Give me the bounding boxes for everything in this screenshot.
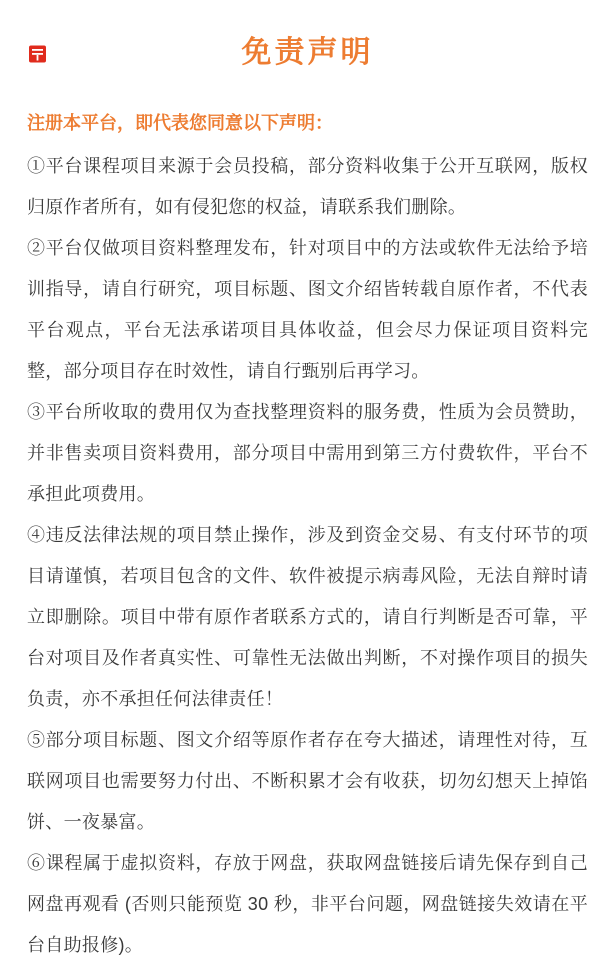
disclaimer-item-2: ②平台仅做项目资料整理发布，针对项目中的方法或软件无法给予培训指导，请自行研究，项目标题、图文介绍皆转载自原作者，不代表平台观点，平台无法承诺项目具体收益，但会尽力保证项目资料完整，部分项目存在时效性，请自行甄别后再学习。 [27, 238, 588, 381]
disclaimer-list [27, 146, 588, 966]
disclaimer-item-4: ④违反法律法规的项目禁止操作，涉及到资金交易、有支付环节的项目请谨慎，若项目包含的文件、软件被提示病毒风险，无法自辩时请立即删除。项目中带有原作者联系方式的，请自行判断是否可靠，平台对项目及作者真实性、可靠性无法做出判断，不对操作项目的损失负责，亦不承担任何法律责任！ [27, 525, 588, 709]
page-title: 免责声明 [241, 36, 374, 69]
intro-statement: 注册本平台，即代表您同意以下声明： [27, 113, 333, 133]
red-seal-icon [28, 44, 47, 64]
disclaimer-item-5: ⑤部分项目标题、图文介绍等原作者存在夸大描述，请理性对待，互联网项目也需要努力付出、不断积累才会有收获，切勿幻想天上掉馅饼、一夜暴富。 [27, 730, 588, 832]
disclaimer-item-6: ⑥课程属于虚拟资料，存放于网盘，获取网盘链接后请先保存到自己网盘再观看 (否则只能预览 30 秒，非平台问题，网盘链接失效请在平台自助报修)。 [27, 853, 588, 955]
disclaimer-page [0, 36, 613, 955]
disclaimer-item-3: ③平台所收取的费用仅为查找整理资料的服务费，性质为会员赞助，并非售卖项目资料费用，部分项目中需用到第三方付费软件，平台不承担此项费用。 [27, 402, 588, 504]
disclaimer-item-1: ①平台课程项目来源于会员投稿，部分资料收集于公开互联网，版权归原作者所有，如有侵犯您的权益，请联系我们删除。 [27, 156, 588, 217]
